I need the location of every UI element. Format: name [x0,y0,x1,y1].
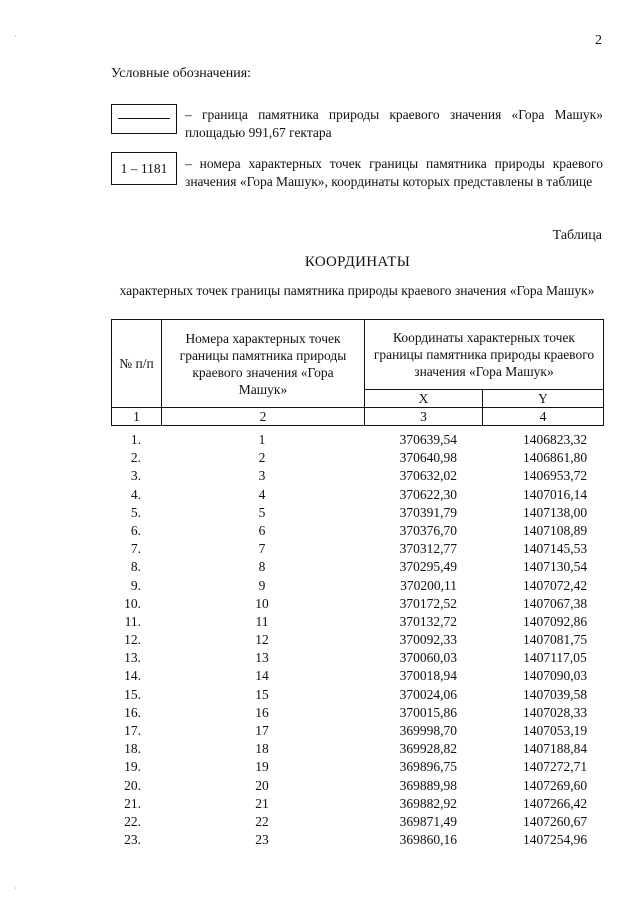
row-point: 21 [255,795,269,811]
row-x: 370024,06 [399,686,457,702]
row-number: 5. [130,504,141,520]
row-number: 15. [124,686,141,702]
row-point: 3 [258,468,266,484]
table-row [111,505,603,523]
table-row [111,723,603,741]
legend-points-symbol-label: 1 – 1181 [120,161,168,176]
row-x: 370132,72 [399,613,457,629]
row-number: 2. [130,450,141,466]
row-point: 2 [258,450,266,466]
row-x: 369871,49 [399,813,457,829]
header-coords: Координаты характерных точек границы памятника природы краевого значения «Гора Машук» [365,320,604,390]
header-index-4: 4 [483,408,604,426]
table-row [111,450,603,468]
row-x: 369928,82 [399,741,457,757]
row-point: 5 [258,504,266,520]
row-x: 370060,03 [399,650,457,666]
row-number: 6. [130,522,141,538]
row-y: 1407108,89 [522,522,588,538]
row-y: 1407028,33 [522,704,588,720]
table-row [111,650,603,668]
row-y: 1407117,05 [523,650,587,666]
table-row [111,559,603,577]
row-number: 11. [124,613,141,629]
row-x: 370018,94 [399,668,457,684]
row-x: 369889,98 [399,777,457,793]
table-row [111,832,603,850]
row-number: 3. [130,468,141,484]
row-point: 19 [255,759,269,775]
header-index-3: 3 [365,408,483,426]
row-y: 1407072,42 [522,577,588,593]
row-y: 1407272,71 [522,759,588,775]
row-number: 23. [124,832,141,848]
row-point: 11 [255,613,269,629]
row-number: 10. [124,595,141,611]
row-x: 370200,11 [400,577,457,593]
row-x: 370312,77 [399,541,457,557]
row-x: 369896,75 [399,759,457,775]
row-x: 369998,70 [399,723,457,738]
legend-points-symbol [111,152,177,185]
coordinates-table-header [111,319,604,426]
row-x: 370172,52 [399,595,457,611]
row-x: 370622,30 [399,486,457,502]
row-y: 1407053,19 [522,723,588,738]
table-row [111,814,603,832]
row-number: 16. [124,704,141,720]
table-row [111,541,603,559]
row-number: 1. [130,432,141,447]
row-x: 370391,79 [399,504,457,520]
row-y: 1407260,67 [522,813,588,829]
row-point: 9 [258,577,266,593]
margin-mark: · [14,884,17,893]
row-number: 9. [130,577,141,593]
legend-points-text: – номера характерных точек границы памятника природы краевого значения «Гора Машук», координаты которых представлены в таблице [185,156,603,189]
margin-mark: · [14,32,17,41]
row-point: 13 [255,650,269,666]
row-x: 370295,49 [399,559,457,575]
row-x: 370632,02 [399,468,457,484]
table-row [111,614,603,632]
row-point: 22 [255,813,269,829]
legend-title: Условные обозначения: [111,66,252,81]
header-y: Y [483,390,604,408]
table-row [111,778,603,796]
row-y: 1406861,80 [522,450,588,466]
row-y: 1406823,32 [522,432,588,447]
row-y: 1407092,86 [522,613,588,629]
row-number: 13. [124,650,141,666]
row-y: 1407188,84 [522,741,588,757]
row-x: 370640,98 [399,450,457,466]
page-number: 2 [595,33,602,48]
header-index-1: 1 [112,408,162,426]
row-point: 12 [255,632,269,648]
legend-boundary-text: – граница памятника природы краевого значения «Гора Машук» площадью 991,67 гектара [185,107,603,140]
table-row [111,468,603,486]
row-y: 1407090,03 [522,668,588,684]
header-x: X [365,390,483,408]
row-point: 6 [258,522,266,538]
row-point: 17 [255,723,269,738]
row-y: 1407138,00 [522,504,588,520]
row-y: 1407039,58 [522,686,588,702]
table-row [111,632,603,650]
row-x: 370376,70 [399,522,457,538]
row-point: 10 [255,595,269,611]
table-row [111,741,603,759]
row-number: 19. [124,759,141,775]
table-row [111,578,603,596]
row-point: 1 [258,432,266,447]
document-subtitle: характерных точек границы памятника природы краевого значения «Гора Машук» [119,283,595,298]
header-index-2: 2 [162,408,365,426]
row-number: 17. [124,723,141,738]
row-point: 16 [255,704,269,720]
legend-boundary-symbol [111,104,177,134]
row-point: 4 [258,486,266,502]
row-number: 14. [124,668,141,684]
table-caption: Таблица [552,228,602,243]
row-x: 369882,92 [399,795,457,811]
header-num: № п/п [112,320,162,408]
row-point: 18 [255,741,269,757]
row-number: 20. [124,777,141,793]
row-y: 1407067,38 [522,595,588,611]
table-row [111,668,603,686]
table-row [111,432,603,450]
row-number: 22. [124,813,141,829]
row-number: 18. [124,741,141,757]
row-number: 8. [130,559,141,575]
row-y: 1407016,14 [522,486,588,502]
row-y: 1407269,60 [522,777,588,793]
document-title: КООРДИНАТЫ [304,254,411,270]
row-point: 23 [255,832,269,848]
row-y: 1407081,75 [522,632,588,648]
boundary-line-icon [118,118,170,119]
row-point: 14 [255,668,269,684]
row-x: 369860,16 [399,832,457,848]
table-row [111,796,603,814]
row-number: 12. [124,632,141,648]
table-row [111,596,603,614]
row-x: 370015,86 [399,704,457,720]
header-points: Номера характерных точек границы памятника природы краевого значения «Гора Машук» [162,320,365,408]
row-y: 1407130,54 [522,559,588,575]
table-row [111,705,603,723]
table-row [111,759,603,777]
row-y: 1407266,42 [522,795,588,811]
table-row [111,523,603,541]
row-point: 15 [255,686,269,702]
row-point: 20 [255,777,269,793]
coordinates-table-body [111,432,603,850]
table-row [111,487,603,505]
row-point: 8 [258,559,266,575]
row-y: 1407254,96 [522,832,588,848]
row-y: 1406953,72 [522,468,588,484]
row-x: 370092,33 [399,632,457,648]
row-number: 7. [130,541,141,557]
row-point: 7 [258,541,266,557]
table-row [111,687,603,705]
row-y: 1407145,53 [522,541,588,557]
row-number: 4. [130,486,141,502]
row-x: 370639,54 [399,432,457,447]
row-number: 21. [124,795,141,811]
